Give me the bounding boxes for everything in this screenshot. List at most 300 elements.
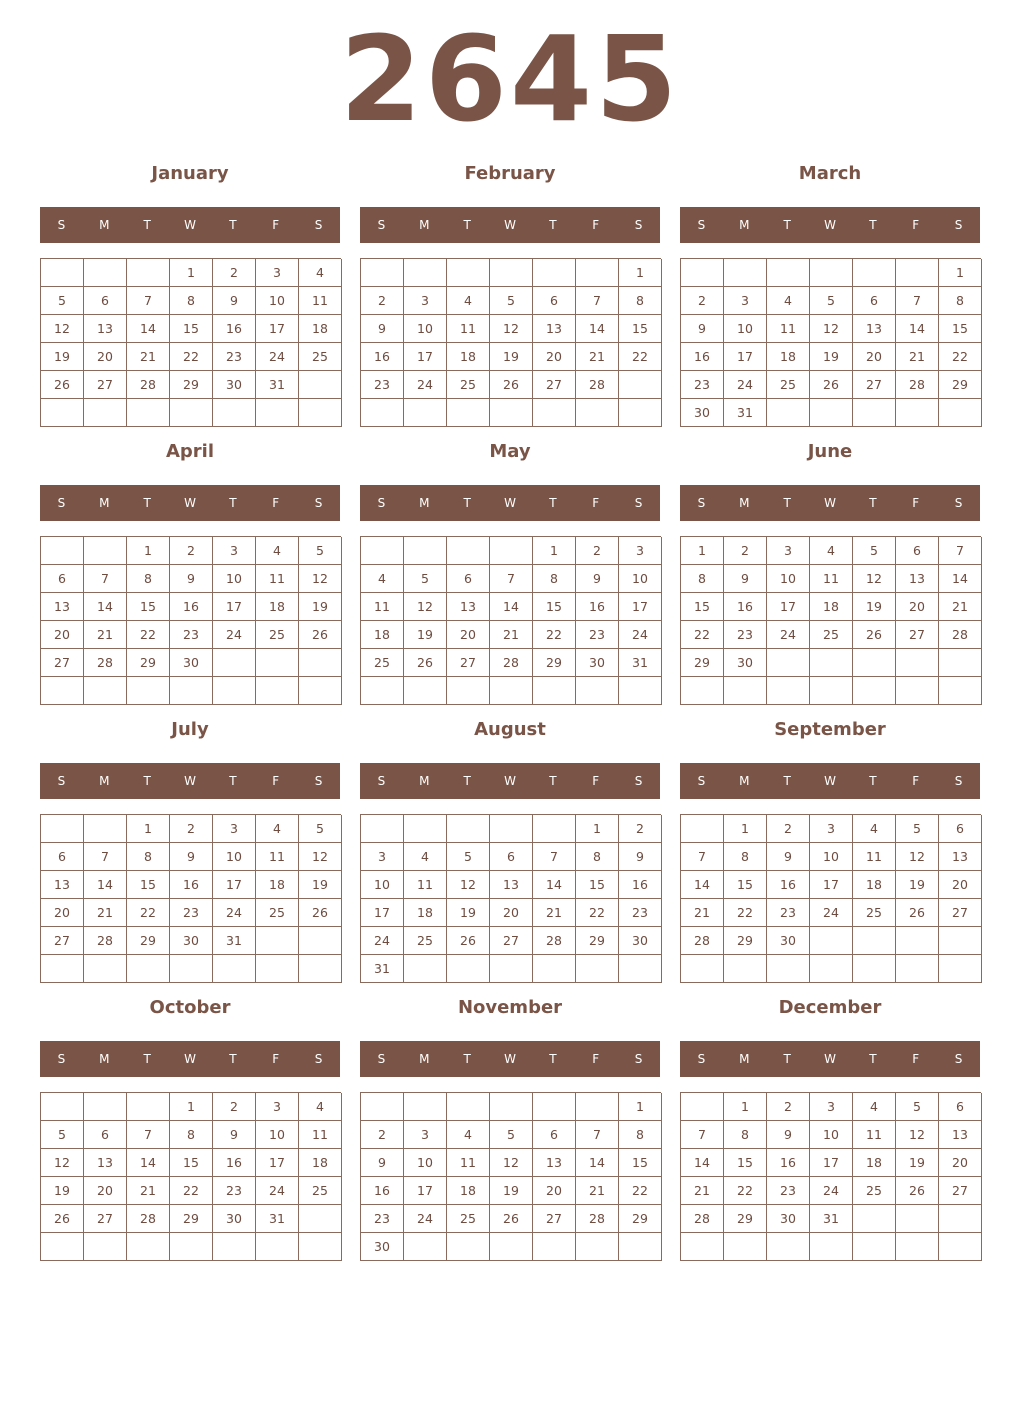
day-cell: 26 xyxy=(490,1205,533,1233)
empty-cell xyxy=(299,1233,342,1261)
day-cell: 16 xyxy=(170,871,213,899)
empty-cell xyxy=(810,927,853,955)
day-cell: 19 xyxy=(810,343,853,371)
day-cell: 27 xyxy=(939,899,982,927)
empty-cell xyxy=(939,1233,982,1261)
day-cell: 9 xyxy=(767,843,810,871)
day-cell: 20 xyxy=(533,1177,576,1205)
day-cell: 19 xyxy=(490,1177,533,1205)
empty-cell xyxy=(127,259,170,287)
day-cell: 3 xyxy=(810,1093,853,1121)
day-cell: 4 xyxy=(447,1121,490,1149)
day-cell: 24 xyxy=(361,927,404,955)
empty-cell xyxy=(853,927,896,955)
weekday-label: S xyxy=(697,496,706,510)
day-cell: 1 xyxy=(939,259,982,287)
empty-cell xyxy=(896,677,939,705)
weekday-label: S xyxy=(314,218,323,232)
day-cell: 16 xyxy=(213,1149,256,1177)
day-cell: 19 xyxy=(41,343,84,371)
empty-cell xyxy=(299,1205,342,1233)
day-cell: 10 xyxy=(619,565,662,593)
day-cell: 3 xyxy=(767,537,810,565)
weekday-label: T xyxy=(229,1052,237,1066)
day-grid xyxy=(40,1092,341,1261)
day-cell: 12 xyxy=(896,843,939,871)
weekday-label: T xyxy=(229,774,237,788)
day-cell: 15 xyxy=(576,871,619,899)
day-cell: 23 xyxy=(361,371,404,399)
day-cell: 27 xyxy=(490,927,533,955)
day-cell: 17 xyxy=(256,315,299,343)
day-cell: 11 xyxy=(299,1121,342,1149)
day-cell: 12 xyxy=(490,315,533,343)
day-cell: 3 xyxy=(724,287,767,315)
day-cell: 15 xyxy=(127,593,170,621)
day-cell: 8 xyxy=(576,843,619,871)
weekday-label: S xyxy=(377,218,386,232)
day-cell: 18 xyxy=(853,1149,896,1177)
day-cell: 22 xyxy=(576,899,619,927)
weekday-label: S xyxy=(634,1052,643,1066)
empty-cell xyxy=(681,1093,724,1121)
day-cell: 19 xyxy=(41,1177,84,1205)
weekday-label: S xyxy=(314,496,323,510)
day-cell: 1 xyxy=(619,259,662,287)
day-cell: 12 xyxy=(299,843,342,871)
day-cell: 25 xyxy=(299,343,342,371)
day-cell: 27 xyxy=(447,649,490,677)
empty-cell xyxy=(490,399,533,427)
day-cell: 30 xyxy=(576,649,619,677)
weekday-label: F xyxy=(272,496,280,510)
day-cell: 31 xyxy=(256,1205,299,1233)
weekday-label: F xyxy=(592,774,600,788)
day-cell: 13 xyxy=(84,315,127,343)
empty-cell xyxy=(939,649,982,677)
day-cell: 1 xyxy=(170,259,213,287)
empty-cell xyxy=(404,815,447,843)
day-cell: 17 xyxy=(619,593,662,621)
day-cell: 24 xyxy=(404,1205,447,1233)
day-cell: 20 xyxy=(939,1149,982,1177)
weekday-label: T xyxy=(783,496,791,510)
day-cell: 23 xyxy=(576,621,619,649)
day-cell: 25 xyxy=(767,371,810,399)
empty-cell xyxy=(447,259,490,287)
day-cell: 11 xyxy=(256,843,299,871)
weekday-label: W xyxy=(504,1052,516,1066)
day-cell: 4 xyxy=(767,287,810,315)
day-cell: 13 xyxy=(533,315,576,343)
day-cell: 10 xyxy=(810,1121,853,1149)
weekday-label: W xyxy=(504,496,516,510)
weekday-label: S xyxy=(314,774,323,788)
day-cell: 20 xyxy=(853,343,896,371)
day-cell: 12 xyxy=(299,565,342,593)
day-cell: 1 xyxy=(724,815,767,843)
day-cell: 5 xyxy=(299,537,342,565)
day-cell: 18 xyxy=(810,593,853,621)
day-cell: 22 xyxy=(170,1177,213,1205)
weekday-label: W xyxy=(824,1052,836,1066)
day-cell: 10 xyxy=(256,1121,299,1149)
month-name: December xyxy=(778,997,882,1018)
day-cell: 20 xyxy=(41,899,84,927)
weekday-label: S xyxy=(57,774,66,788)
weekday-label: W xyxy=(824,218,836,232)
day-cell: 29 xyxy=(724,927,767,955)
weekday-header xyxy=(680,1041,980,1077)
day-cell: 30 xyxy=(213,1205,256,1233)
day-cell: 26 xyxy=(404,649,447,677)
weekday-label: T xyxy=(869,774,877,788)
day-cell: 31 xyxy=(619,649,662,677)
day-cell: 5 xyxy=(41,287,84,315)
empty-cell xyxy=(299,649,342,677)
day-cell: 20 xyxy=(939,871,982,899)
day-cell: 31 xyxy=(213,927,256,955)
day-cell: 8 xyxy=(127,843,170,871)
day-cell: 14 xyxy=(127,315,170,343)
day-cell: 5 xyxy=(490,1121,533,1149)
month-name: November xyxy=(457,997,563,1018)
day-cell: 29 xyxy=(619,1205,662,1233)
empty-cell xyxy=(767,955,810,983)
day-cell: 9 xyxy=(724,565,767,593)
day-cell: 9 xyxy=(361,1149,404,1177)
empty-cell xyxy=(724,955,767,983)
day-cell: 8 xyxy=(170,287,213,315)
empty-cell xyxy=(681,815,724,843)
day-cell: 24 xyxy=(213,899,256,927)
day-cell: 3 xyxy=(256,259,299,287)
day-cell: 18 xyxy=(299,315,342,343)
empty-cell xyxy=(84,259,127,287)
day-cell: 29 xyxy=(127,927,170,955)
day-cell: 2 xyxy=(213,259,256,287)
day-cell: 11 xyxy=(447,1149,490,1177)
day-grid xyxy=(360,814,661,983)
empty-cell xyxy=(256,399,299,427)
empty-cell xyxy=(404,259,447,287)
day-cell: 11 xyxy=(256,565,299,593)
day-cell: 13 xyxy=(853,315,896,343)
day-grid xyxy=(680,1092,981,1261)
empty-cell xyxy=(853,1233,896,1261)
weekday-label: F xyxy=(912,496,920,510)
day-cell: 16 xyxy=(361,1177,404,1205)
weekday-label: S xyxy=(634,774,643,788)
empty-cell xyxy=(127,1093,170,1121)
empty-cell xyxy=(447,815,490,843)
empty-cell xyxy=(127,1233,170,1261)
day-cell: 26 xyxy=(41,1205,84,1233)
month-name: June xyxy=(807,441,853,462)
day-cell: 17 xyxy=(213,593,256,621)
day-cell: 12 xyxy=(447,871,490,899)
weekday-label: M xyxy=(99,218,110,232)
day-cell: 23 xyxy=(213,1177,256,1205)
day-cell: 15 xyxy=(724,871,767,899)
empty-cell xyxy=(533,1093,576,1121)
month-name: April xyxy=(165,441,215,462)
day-cell: 26 xyxy=(41,371,84,399)
day-cell: 21 xyxy=(533,899,576,927)
day-cell: 6 xyxy=(533,287,576,315)
empty-cell xyxy=(213,677,256,705)
day-cell: 4 xyxy=(810,537,853,565)
day-cell: 14 xyxy=(896,315,939,343)
day-cell: 9 xyxy=(619,843,662,871)
weekday-label: W xyxy=(184,218,196,232)
day-cell: 19 xyxy=(896,1149,939,1177)
day-cell: 24 xyxy=(619,621,662,649)
day-cell: 14 xyxy=(681,1149,724,1177)
day-cell: 7 xyxy=(681,843,724,871)
empty-cell xyxy=(896,955,939,983)
weekday-label: S xyxy=(634,218,643,232)
empty-cell xyxy=(533,815,576,843)
day-cell: 23 xyxy=(724,621,767,649)
weekday-label: S xyxy=(954,218,963,232)
day-cell: 22 xyxy=(619,1177,662,1205)
empty-cell xyxy=(619,1233,662,1261)
empty-cell xyxy=(361,537,404,565)
weekday-label: T xyxy=(463,774,471,788)
empty-cell xyxy=(810,399,853,427)
day-cell: 23 xyxy=(361,1205,404,1233)
day-cell: 17 xyxy=(213,871,256,899)
empty-cell xyxy=(213,955,256,983)
day-cell: 23 xyxy=(767,1177,810,1205)
day-cell: 28 xyxy=(84,927,127,955)
day-cell: 16 xyxy=(213,315,256,343)
day-cell: 22 xyxy=(724,1177,767,1205)
weekday-label: S xyxy=(314,1052,323,1066)
empty-cell xyxy=(170,399,213,427)
day-cell: 14 xyxy=(681,871,724,899)
empty-cell xyxy=(404,1233,447,1261)
day-cell: 4 xyxy=(361,565,404,593)
weekday-label: W xyxy=(184,1052,196,1066)
weekday-label: F xyxy=(912,1052,920,1066)
weekday-label: F xyxy=(592,218,600,232)
day-cell: 29 xyxy=(724,1205,767,1233)
day-cell: 31 xyxy=(810,1205,853,1233)
day-cell: 1 xyxy=(170,1093,213,1121)
day-cell: 2 xyxy=(170,537,213,565)
month-name: September xyxy=(774,719,886,740)
day-cell: 4 xyxy=(853,1093,896,1121)
day-cell: 30 xyxy=(213,371,256,399)
day-cell: 16 xyxy=(170,593,213,621)
day-cell: 7 xyxy=(533,843,576,871)
day-cell: 7 xyxy=(576,1121,619,1149)
weekday-header xyxy=(680,485,980,521)
day-cell: 22 xyxy=(170,343,213,371)
day-cell: 14 xyxy=(84,593,127,621)
day-cell: 25 xyxy=(299,1177,342,1205)
empty-cell xyxy=(447,955,490,983)
empty-cell xyxy=(447,399,490,427)
empty-cell xyxy=(853,259,896,287)
day-cell: 24 xyxy=(213,621,256,649)
weekday-label: T xyxy=(143,496,151,510)
day-cell: 15 xyxy=(619,315,662,343)
weekday-header xyxy=(360,485,660,521)
day-cell: 23 xyxy=(170,899,213,927)
empty-cell xyxy=(619,399,662,427)
day-cell: 22 xyxy=(681,621,724,649)
month-name: August xyxy=(474,719,546,740)
day-cell: 7 xyxy=(576,287,619,315)
empty-cell xyxy=(447,537,490,565)
day-cell: 26 xyxy=(853,621,896,649)
day-cell: 8 xyxy=(127,565,170,593)
day-cell: 10 xyxy=(404,1149,447,1177)
day-cell: 4 xyxy=(404,843,447,871)
weekday-label: S xyxy=(954,774,963,788)
day-cell: 3 xyxy=(404,287,447,315)
day-cell: 5 xyxy=(853,537,896,565)
day-cell: 19 xyxy=(490,343,533,371)
day-cell: 30 xyxy=(681,399,724,427)
day-cell: 25 xyxy=(361,649,404,677)
weekday-label: M xyxy=(739,218,750,232)
day-cell: 16 xyxy=(767,1149,810,1177)
day-cell: 26 xyxy=(896,899,939,927)
day-cell: 12 xyxy=(896,1121,939,1149)
day-cell: 2 xyxy=(681,287,724,315)
day-cell: 13 xyxy=(41,871,84,899)
day-cell: 9 xyxy=(213,287,256,315)
day-grid xyxy=(360,258,661,427)
weekday-label: M xyxy=(99,1052,110,1066)
weekday-label: W xyxy=(504,774,516,788)
day-cell: 12 xyxy=(41,1149,84,1177)
empty-cell xyxy=(404,537,447,565)
weekday-label: T xyxy=(783,218,791,232)
day-cell: 17 xyxy=(404,343,447,371)
empty-cell xyxy=(767,399,810,427)
day-cell: 21 xyxy=(939,593,982,621)
day-cell: 5 xyxy=(896,815,939,843)
weekday-label: S xyxy=(377,774,386,788)
day-cell: 1 xyxy=(576,815,619,843)
weekday-label: S xyxy=(954,1052,963,1066)
day-cell: 11 xyxy=(767,315,810,343)
day-cell: 2 xyxy=(361,1121,404,1149)
day-cell: 18 xyxy=(361,621,404,649)
day-grid xyxy=(40,536,341,705)
day-grid xyxy=(40,258,341,427)
day-grid xyxy=(680,814,981,983)
day-cell: 29 xyxy=(127,649,170,677)
weekday-header xyxy=(40,485,340,521)
day-cell: 26 xyxy=(490,371,533,399)
day-cell: 20 xyxy=(896,593,939,621)
day-cell: 27 xyxy=(533,1205,576,1233)
day-cell: 8 xyxy=(939,287,982,315)
empty-cell xyxy=(299,955,342,983)
weekday-header xyxy=(680,207,980,243)
day-cell: 26 xyxy=(299,899,342,927)
day-cell: 30 xyxy=(767,927,810,955)
month-name: February xyxy=(464,163,556,184)
day-cell: 31 xyxy=(724,399,767,427)
day-grid xyxy=(40,814,341,983)
day-cell: 14 xyxy=(127,1149,170,1177)
weekday-label: T xyxy=(869,496,877,510)
day-cell: 15 xyxy=(939,315,982,343)
empty-cell xyxy=(576,399,619,427)
day-cell: 7 xyxy=(896,287,939,315)
day-cell: 3 xyxy=(404,1121,447,1149)
empty-cell xyxy=(853,649,896,677)
weekday-label: F xyxy=(272,774,280,788)
empty-cell xyxy=(490,815,533,843)
day-cell: 2 xyxy=(767,815,810,843)
weekday-label: F xyxy=(592,1052,600,1066)
day-cell: 28 xyxy=(681,1205,724,1233)
day-cell: 7 xyxy=(127,1121,170,1149)
day-cell: 4 xyxy=(299,1093,342,1121)
day-cell: 24 xyxy=(767,621,810,649)
day-cell: 25 xyxy=(853,1177,896,1205)
day-cell: 30 xyxy=(619,927,662,955)
empty-cell xyxy=(41,259,84,287)
empty-cell xyxy=(810,649,853,677)
day-cell: 13 xyxy=(939,1121,982,1149)
day-cell: 19 xyxy=(853,593,896,621)
day-cell: 26 xyxy=(299,621,342,649)
day-cell: 24 xyxy=(256,1177,299,1205)
day-cell: 21 xyxy=(576,1177,619,1205)
empty-cell xyxy=(127,399,170,427)
day-cell: 25 xyxy=(810,621,853,649)
empty-cell xyxy=(619,677,662,705)
day-cell: 19 xyxy=(896,871,939,899)
day-cell: 18 xyxy=(447,343,490,371)
day-cell: 21 xyxy=(681,1177,724,1205)
day-cell: 29 xyxy=(576,927,619,955)
day-cell: 23 xyxy=(170,621,213,649)
day-cell: 11 xyxy=(853,1121,896,1149)
day-cell: 20 xyxy=(533,343,576,371)
day-cell: 15 xyxy=(170,315,213,343)
day-cell: 28 xyxy=(576,371,619,399)
weekday-label: S xyxy=(954,496,963,510)
empty-cell xyxy=(939,955,982,983)
empty-cell xyxy=(84,677,127,705)
empty-cell xyxy=(41,399,84,427)
day-cell: 9 xyxy=(170,843,213,871)
day-cell: 7 xyxy=(84,565,127,593)
day-cell: 5 xyxy=(299,815,342,843)
empty-cell xyxy=(681,1233,724,1261)
day-cell: 27 xyxy=(84,371,127,399)
day-cell: 6 xyxy=(84,1121,127,1149)
empty-cell xyxy=(853,955,896,983)
day-cell: 21 xyxy=(490,621,533,649)
day-cell: 21 xyxy=(576,343,619,371)
day-cell: 4 xyxy=(256,537,299,565)
weekday-label: W xyxy=(184,774,196,788)
weekday-label: W xyxy=(504,218,516,232)
empty-cell xyxy=(213,649,256,677)
day-cell: 2 xyxy=(576,537,619,565)
